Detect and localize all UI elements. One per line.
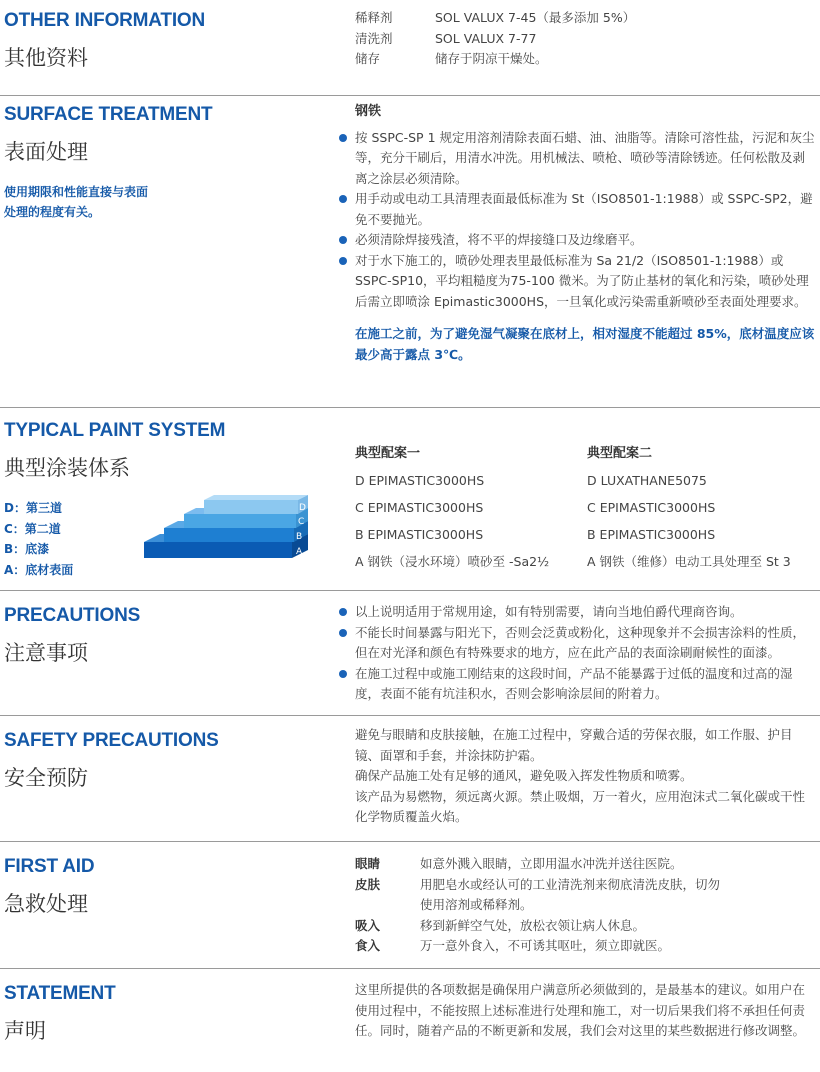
section-title-en: OTHER INFORMATION: [4, 10, 206, 31]
section-title-cn: 其他资料: [4, 46, 88, 70]
first-aid-row: [355, 936, 735, 957]
legend-item: D：第三道: [4, 501, 62, 515]
row-value: SOL VALUX 7-77: [435, 30, 537, 46]
safety-precautions-section: [0, 716, 820, 841]
section-title-cn: 安全预防: [4, 766, 88, 790]
layer-label-a: A: [296, 547, 303, 557]
layer-row: D EPIMASTIC3000HS: [355, 473, 485, 488]
row-key: 眼睛: [355, 856, 381, 871]
row-key: 食入: [355, 938, 381, 953]
first-aid-section: [0, 842, 820, 968]
layer-b-front: [164, 528, 294, 542]
first-aid-row: [355, 916, 735, 937]
section-title-cn: 注意事项: [4, 641, 88, 665]
safety-content: [355, 725, 815, 828]
bullet-item: 必须清除焊接残渣，将不平的焊接缝口及边缘磨平。: [339, 230, 815, 251]
first-aid-row: [355, 854, 735, 875]
section-title-en: TYPICAL PAINT SYSTEM: [4, 420, 226, 441]
section-title-en: SURFACE TREATMENT: [4, 104, 213, 125]
layer-c-front: [184, 514, 296, 528]
paint-system-one: [355, 442, 580, 575]
row-value: 如意外溅入眼睛，立即用温水冲洗并送往医院。: [420, 856, 683, 871]
column-heading: 典型配案一: [355, 446, 421, 461]
layer-row: A 钢铁（浸水环境）喷砂至 -Sa2½: [355, 554, 550, 569]
layer-row: A 钢铁（维修）电动工具处理至 St 3: [587, 554, 791, 569]
other-info-row: [355, 49, 815, 70]
bullet-item: 不能长时间暴露与阳光下，否则会泛黄或粉化，这种现象并不会损害涂料的性质，但在对光泽和颜色有特殊要求的地方，应在此产品的表面涂刷耐候性的面漆。: [339, 623, 815, 664]
layer-label-d: D: [299, 503, 306, 513]
layer-row: C EPIMASTIC3000HS: [355, 500, 484, 515]
column-heading: 典型配案二: [587, 446, 653, 461]
layer-d-top: [204, 495, 308, 500]
section-title-cn: 表面处理: [4, 140, 88, 164]
row-key: 皮肤: [355, 876, 381, 892]
row-value: 移到新鲜空气处，放松衣领让病人休息。: [420, 917, 646, 933]
layer-d-front: [204, 500, 298, 514]
surface-bullets: [339, 128, 815, 313]
row-value: 储存于阴凉干燥处。: [435, 51, 548, 66]
precautions-section: [0, 591, 820, 715]
layer-row: D LUXATHANE5075: [587, 473, 707, 488]
row-value: SOL VALUX 7-45（最多添加 5%）: [435, 10, 636, 25]
section-title-cn: 声明: [4, 1019, 46, 1043]
legend-item: A：底材表面: [4, 562, 74, 577]
layer-row: C EPIMASTIC3000HS: [587, 500, 716, 515]
layer-label-c: C: [298, 517, 305, 527]
safety-paragraph: 该产品为易燃物，须远离火源。禁止吸烟，万一着火，应用泡沫式二氧化碳或干性化学物质覆盖火焰。: [355, 788, 806, 824]
bullet-item: 在施工过程中或施工刚结束的这段时间，产品不能暴露于过低的温度和过高的湿度，表面不能有坑洼积水，否则会影响涂层间的附着力。: [339, 664, 815, 705]
other-info-row: [355, 8, 815, 29]
bullet-item: 用手动或电动工具清理表面最低标准为 St（ISO8501-1:1988）或 SSPC-SP2，避免不要抛光。: [339, 189, 815, 230]
safety-paragraph: 避免与眼睛和皮肤接触，在施工过程中，穿戴合适的劳保衣服，如工作服、护目镜、面罩和手套，并涂抹防护霜。: [355, 727, 793, 763]
bullet-item: 以上说明适用于常规用途，如有特别需要，请向当地伯爵代理商咨询。: [339, 602, 815, 623]
section-title-cn: 典型涂装体系: [4, 456, 130, 480]
surface-content: [339, 102, 815, 365]
paint-system-two: [587, 442, 819, 575]
row-key: 吸入: [355, 917, 381, 933]
row-value: 万一意外食入，不可诱其呕吐，须立即就医。: [420, 938, 671, 953]
safety-paragraph: 确保产品施工处有足够的通风，避免吸入挥发性物质和喷雾。: [355, 768, 693, 783]
layer-a-front: [144, 542, 292, 558]
layer-row: B EPIMASTIC3000HS: [587, 527, 716, 542]
first-aid-table: [355, 854, 735, 957]
other-information-section: [0, 0, 820, 95]
surface-note: 使用期限和性能直接与表面处理的程度有关。: [4, 185, 149, 219]
row-key: 清洗剂: [355, 30, 393, 46]
typical-paint-system-section: [0, 408, 820, 590]
other-info-table: [355, 8, 815, 70]
legend-item: C：第二道: [4, 521, 61, 536]
paint-layers-illustration: [144, 484, 314, 576]
section-title-en: FIRST AID: [4, 856, 95, 877]
row-key: 储存: [355, 51, 381, 66]
section-title-en: PRECAUTIONS: [4, 605, 141, 626]
bullet-item: 对于水下施工的，喷砂处理表里最低标准为 Sa 21/2（ISO8501-1:1988）或 SSPC-SP10，平均粗糙度为75-100 微米。为了防止基材的氧化和污染，喷砂处理后需立即喷涂 Epimastic3000HS，一旦氧化或污染需重新喷砂至表面处理要求。: [339, 251, 815, 313]
layer-row: B EPIMASTIC3000HS: [355, 527, 484, 542]
bullet-item: 按 SSPC-SP 1 规定用溶剂清除表面石蜡、油、油脂等。清除可溶性盐，污泥和灰尘等，充分干刷后，用清水冲洗。用机械法、喷枪、喷砂等清除锈迹。任何松散及剥离之涂层必须清除。: [339, 128, 815, 190]
precautions-bullets: [339, 602, 815, 705]
surface-treatment-section: [0, 96, 820, 407]
precautions-content: [339, 602, 815, 705]
other-info-row: [355, 29, 815, 50]
row-value: 用肥皂水或经认可的工业清洗剂来彻底清洗皮肤，切勿使用溶剂或稀释剂。: [420, 876, 721, 912]
legend-item: B：底漆: [4, 542, 50, 556]
statement-section: [0, 969, 820, 1072]
layer-label-b: B: [296, 532, 303, 542]
layer-legend: [4, 498, 73, 580]
section-title-en: SAFETY PRECAUTIONS: [4, 730, 219, 751]
section-title-cn: 急救处理: [4, 892, 88, 916]
first-aid-row: [355, 875, 735, 916]
substrate-heading: 钢铁: [355, 104, 382, 119]
humidity-warning: 在施工之前，为了避免湿气凝聚在底材上，相对湿度不能超过 85%，底材温度应该最少高于露点 3℃。: [355, 326, 815, 362]
section-title-en: STATEMENT: [4, 983, 116, 1004]
row-key: 稀释剂: [355, 10, 393, 25]
statement-text: 这里所提供的各项数据是确保用户满意所必须做到的，是最基本的建议。如用户在使用过程中，不能按照上述标准进行处理和施工，对一切后果我们将不承担任何责任。同时，随着产品的不断更新和发展，我们会对这里的某些数据进行修改调整。: [355, 982, 806, 1038]
